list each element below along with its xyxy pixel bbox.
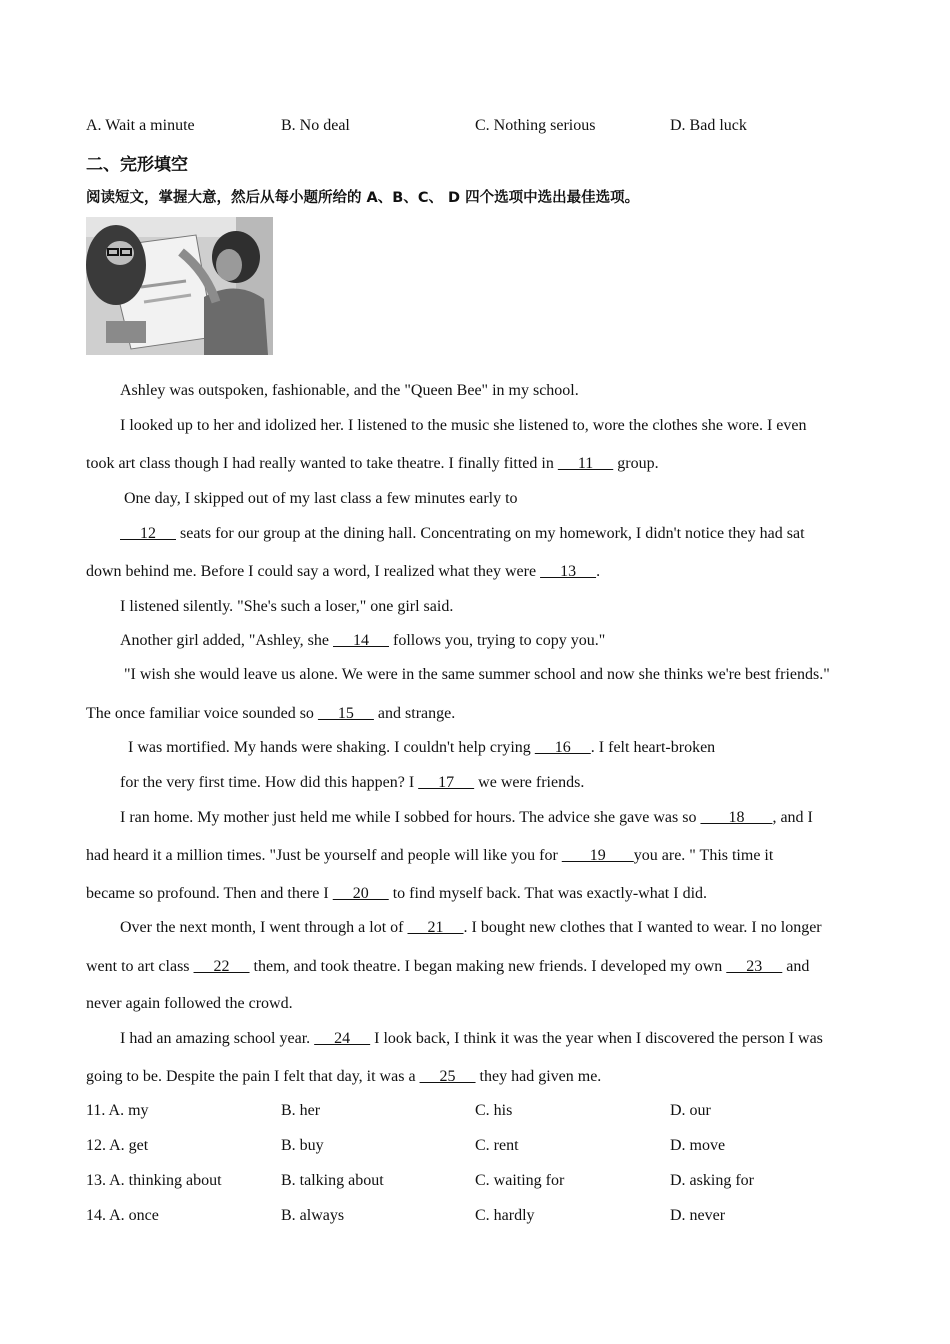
blank-24: 24 [314, 1030, 371, 1047]
text: to find myself back. That was exactly-what I did. [388, 885, 708, 902]
passage-line [86, 1068, 601, 1086]
option-d: D. asking for [670, 1172, 754, 1189]
text: had heard it a million times. "Just be yourself and people will like you for [86, 847, 562, 864]
option-d: D. never [670, 1207, 726, 1224]
blank-17: 17 [418, 774, 475, 791]
blank-22: 22 [193, 958, 250, 975]
blank-15: 15 [317, 705, 374, 722]
text: I ran home. My mother just held me while I sobbed for hours. The advice she gave was so [120, 809, 701, 826]
text: and [782, 958, 810, 975]
passage-line [86, 455, 659, 473]
option-b: B. buy [281, 1137, 324, 1154]
text: I was mortified. My hands were shaking. I couldn't help crying [128, 739, 535, 756]
illustration-image [86, 217, 273, 355]
text: follows you, trying to copy you." [389, 632, 606, 649]
text: . [596, 563, 601, 580]
blank-20: 20 [332, 885, 389, 902]
blank-11: 11 [557, 455, 614, 472]
text: you are. " This time it [633, 847, 774, 864]
passage-line [120, 1030, 823, 1048]
text: them, and took theatre. I began making new friends. I developed my own [249, 958, 727, 975]
text: down behind me. Before I could say a word, I realized what they were [86, 563, 541, 580]
passage-line [86, 563, 600, 581]
text: . I bought new clothes that I wanted to wear. I no longer [463, 919, 822, 936]
text: took art class though I had really wanted to take theatre. I finally fitted in [86, 455, 558, 472]
option-c: C. waiting for [475, 1172, 565, 1189]
passage-line: "I wish she would leave us alone. We were in the same summer school and now she thinks we're best friends." [124, 666, 830, 683]
option-a: A. Wait a minute [86, 117, 195, 134]
text: I had an amazing school year. [120, 1030, 315, 1047]
passage-line: I looked up to her and idolized her. I listened to the music she listened to, wore the clothes she wore. I even [120, 417, 807, 434]
text: and strange. [373, 705, 456, 722]
text: they had given me. [475, 1068, 602, 1085]
option-d: D. move [670, 1137, 726, 1154]
blank-23: 23 [726, 958, 783, 975]
text: Another girl added, "Ashley, she [120, 632, 333, 649]
text: I look back, I think it was the year when I discovered the person I was [370, 1030, 823, 1047]
passage-line: Ashley was outspoken, fashionable, and the "Queen Bee" in my school. [120, 382, 579, 399]
passage-line [120, 525, 805, 543]
text: . I felt heart-broken [590, 739, 716, 756]
text: went to art class [86, 958, 194, 975]
option-c: C. Nothing serious [475, 117, 596, 134]
passage-line [120, 774, 584, 792]
option-a: 14. A. once [86, 1207, 159, 1224]
passage-line [86, 705, 455, 723]
blank-21: 21 [407, 919, 464, 936]
text: , and I [772, 809, 813, 826]
passage-line [86, 958, 809, 976]
passage-line: I listened silently. "She's such a loser," one girl said. [120, 598, 454, 615]
passage-line [128, 739, 715, 757]
text: The once familiar voice sounded so [86, 705, 318, 722]
passage-line [120, 919, 822, 937]
option-a: 12. A. get [86, 1137, 149, 1154]
blank-25: 25 [419, 1068, 476, 1085]
blank-14: 14 [333, 632, 389, 649]
text: Over the next month, I went through a lot of [120, 919, 408, 936]
section-title: 二、完形填空 [86, 155, 188, 175]
option-b: B. her [281, 1102, 321, 1119]
text: seats for our group at the dining hall. Concentrating on my homework, I didn't notice they had sat [176, 525, 805, 542]
passage-line [86, 885, 707, 903]
text: group. [613, 455, 659, 472]
instruction: 阅读短文，掌握大意，然后从每小题所给的 A、B、C、 D 四个选项中选出最佳选项。 [86, 190, 640, 206]
text: became so profound. Then and there I [86, 885, 333, 902]
blank-13: 13 [540, 563, 597, 580]
text: we were friends. [474, 774, 585, 791]
option-d: D. Bad luck [670, 117, 747, 134]
passage-line [86, 847, 773, 865]
option-b: B. talking about [281, 1172, 384, 1189]
blank-12: 12 [120, 525, 176, 542]
blank-16: 16 [534, 739, 591, 756]
option-a: 13. A. thinking about [86, 1172, 222, 1189]
passage-line: One day, I skipped out of my last class a few minutes early to [124, 490, 518, 507]
text: for the very first time. How did this happen? I [120, 774, 419, 791]
option-b: B. always [281, 1207, 345, 1224]
option-d: D. our [670, 1102, 711, 1119]
passage-line [120, 632, 605, 650]
option-b: B. No deal [281, 117, 350, 134]
passage-illustration [86, 217, 273, 355]
option-a: 11. A. my [86, 1102, 149, 1119]
option-c: C. his [475, 1102, 513, 1119]
passage-line [120, 809, 813, 827]
blank-18: 18 [700, 809, 773, 826]
text: going to be. Despite the pain I felt that day, it was a [86, 1068, 420, 1085]
passage-line: never again followed the crowd. [86, 995, 293, 1012]
option-c: C. rent [475, 1137, 519, 1154]
option-c: C. hardly [475, 1207, 535, 1224]
blank-19: 19 [561, 847, 634, 864]
